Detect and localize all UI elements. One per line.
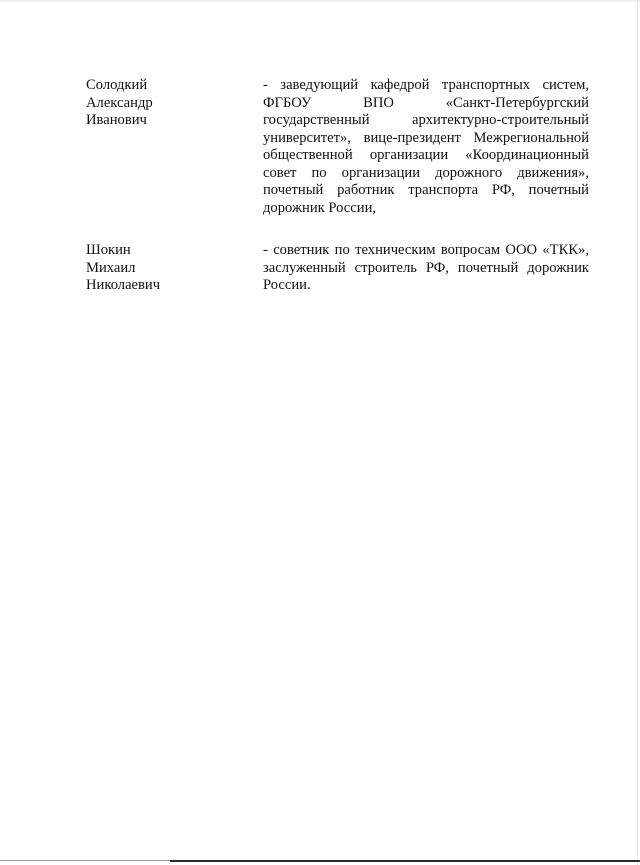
name-line: Шокин xyxy=(86,242,131,258)
description-line: почетный работник транспорта РФ, почетный xyxy=(263,182,589,198)
person-name-shokin xyxy=(86,242,160,295)
description-line: России. xyxy=(263,277,311,293)
scan-bottom-edge-left xyxy=(0,860,170,861)
scan-bottom-edge xyxy=(170,860,640,862)
name-line: Александр xyxy=(86,94,153,111)
description-line: государственный архитектурно-строительный xyxy=(263,112,589,128)
description-line: - советник по техническим вопросам ООО «ТКК», xyxy=(263,242,589,258)
person-name-solodkiy xyxy=(86,77,153,130)
name-line: Иванович xyxy=(86,112,147,128)
person-description-shokin xyxy=(263,242,589,295)
scan-right-edge xyxy=(637,0,638,865)
scan-top-edge xyxy=(0,0,640,3)
description-line: дорожник России, xyxy=(263,199,377,216)
description-line: ФГБОУ ВПО «Санкт-Петербургский xyxy=(263,94,589,111)
person-description-solodkiy xyxy=(263,77,589,217)
description-line: совет по организации дорожного движения», xyxy=(263,164,589,181)
description-line: общественной организации «Координационный xyxy=(263,147,589,163)
name-line: Николаевич xyxy=(86,277,161,293)
description-line: университет», вице-президент Межрегиональной xyxy=(263,129,589,146)
description-line: - заведующий кафедрой транспортных систем, xyxy=(263,77,589,93)
description-line: заслуженный строитель РФ, почетный дорожник xyxy=(263,259,589,276)
name-line: Солодкий xyxy=(86,77,148,93)
name-line: Михаил xyxy=(86,259,136,276)
